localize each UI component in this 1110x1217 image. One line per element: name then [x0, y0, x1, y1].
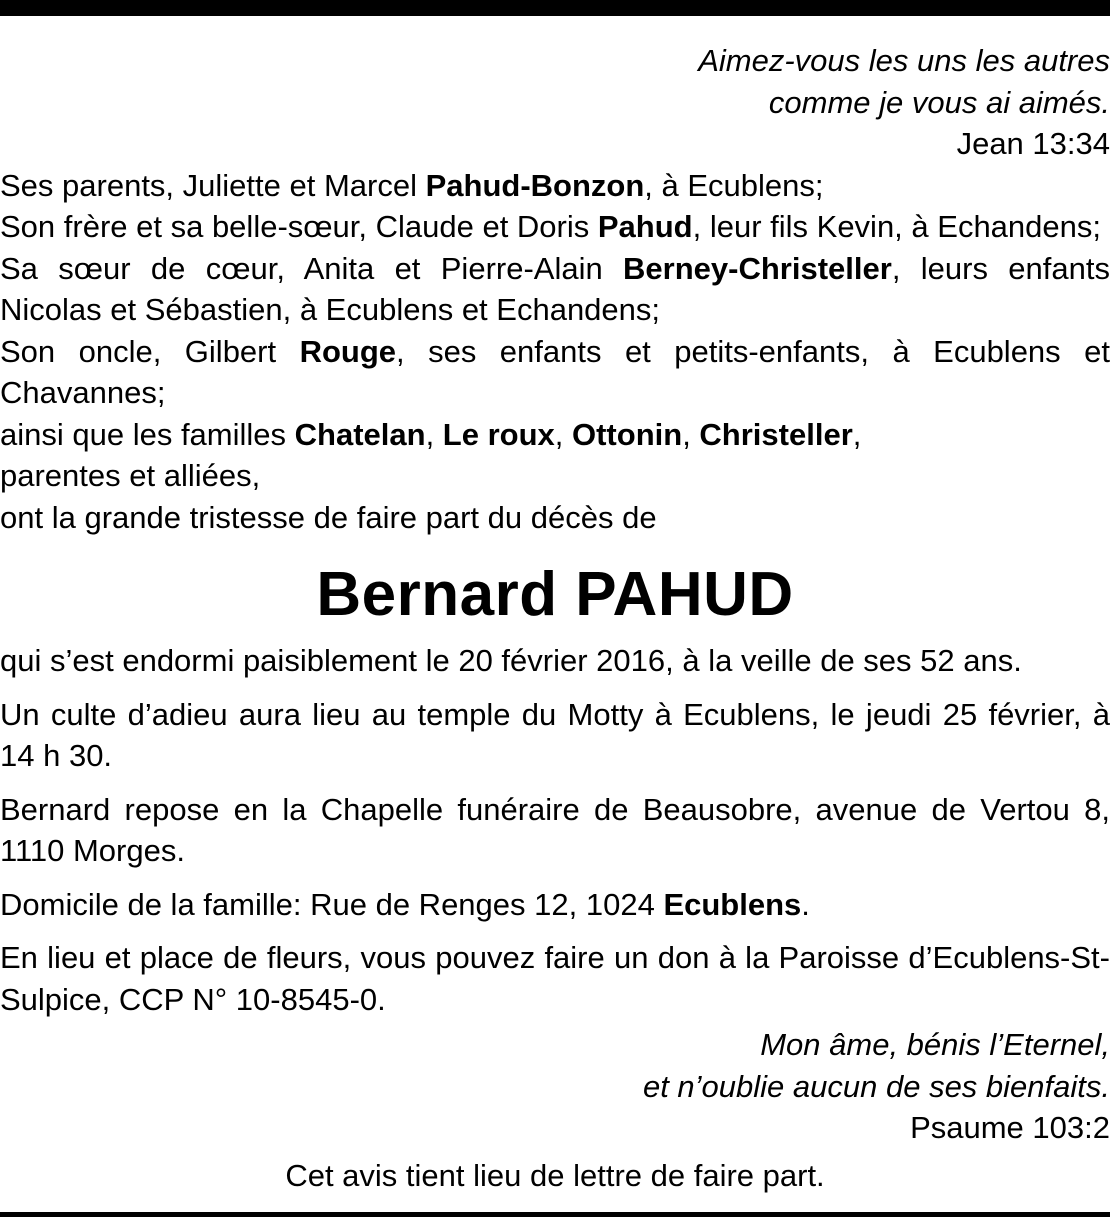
details	[0, 640, 1110, 1020]
closing-verse	[0, 1024, 1110, 1107]
bottom-rule	[0, 1212, 1110, 1217]
epigraph-line-2: comme je vous ai aimés.	[768, 84, 1110, 120]
home-address	[0, 884, 1110, 926]
family-sister-text: Sa sœur de cœur, Anita et Pierre-Alain	[0, 250, 624, 286]
family-name: Ottonin	[572, 416, 683, 452]
family-parents-text: Ses parents, Juliette et Marcel	[0, 167, 426, 203]
deceased-name: Bernard PAHUD	[316, 560, 794, 629]
obituary-notice	[0, 40, 1110, 1196]
passing-text: qui s’est endormi paisiblement le 20 février 2016, à la veille de ses 52 ans.	[0, 643, 1022, 678]
home-address-end: .	[801, 886, 810, 922]
epigraph-reference: Jean 13:34	[956, 126, 1110, 161]
closing-verse-line-1: Mon âme, bénis l’Eternel,	[760, 1027, 1110, 1062]
family-brother-surname: Pahud	[597, 209, 693, 244]
family-name: Chatelan	[294, 416, 426, 452]
family-brother-place: , leur fils Kevin, à Echandens;	[692, 209, 1101, 244]
notice-text: Cet avis tient lieu de lettre de faire part.	[285, 1157, 825, 1193]
family-parents-surname: Pahud-Bonzon	[425, 167, 645, 203]
family-uncle-place: , ses enfants et petits-enfants, à Ecublens et Chavannes;	[0, 333, 1110, 410]
family-parents-place: , à Ecublens;	[644, 167, 824, 203]
family-parents	[0, 165, 1110, 207]
family-uncle-text: Son oncle, Gilbert	[0, 333, 300, 369]
service-text: Un culte d’adieu aura lieu au temple du Motty à Ecublens, le jeudi 25 février, à 14 h 30.	[0, 696, 1110, 773]
family-others-text: ainsi que les familles	[0, 416, 295, 452]
family-uncle-surname: Rouge	[299, 333, 397, 369]
closing-verse-reference: Psaume 103:2	[910, 1110, 1110, 1145]
donation-text: En lieu et place de fleurs, vous pouvez faire un don à la Paroisse d’Ecublens-St-Sulpice, CCP N° 10-8545-0.	[0, 940, 1110, 1017]
home-city: Ecublens	[663, 886, 802, 922]
epigraph-line-1: Aimez-vous les uns les autres	[698, 43, 1110, 78]
family-separator: ,	[425, 416, 443, 452]
family-uncle	[0, 331, 1110, 414]
family-list	[0, 165, 1110, 539]
family-name: Christeller	[699, 416, 853, 452]
epigraph	[0, 40, 1110, 123]
family-sister-surname: Berney-Christeller	[623, 250, 892, 286]
closing-verse-line-2: et n’oublie aucun de ses bienfaits.	[642, 1068, 1110, 1104]
top-rule	[0, 0, 1110, 16]
announcement: ont la grande tristesse de faire part du décès de	[0, 499, 657, 535]
family-separator: ,	[682, 416, 700, 452]
family-others-end: ,	[852, 416, 862, 452]
family-brother-text: Son frère et sa belle-sœur, Claude et Doris	[0, 209, 598, 244]
family-others	[0, 414, 1110, 456]
family-sister	[0, 248, 1110, 331]
family-name: Le roux	[442, 416, 555, 452]
rest-text: Bernard repose en la Chapelle funéraire de Beausobre, avenue de Vertou 8, 1110 Morges.	[0, 791, 1110, 868]
family-separator: ,	[554, 416, 572, 452]
family-brother	[0, 206, 1110, 248]
home-address-text: Domicile de la famille: Rue de Renges 12, 1024	[0, 886, 664, 922]
family-allied: parentes et alliées,	[0, 458, 261, 493]
family-sister-place: , leurs enfants Nicolas et Sébastien, à Ecublens et Echandens;	[0, 250, 1110, 327]
